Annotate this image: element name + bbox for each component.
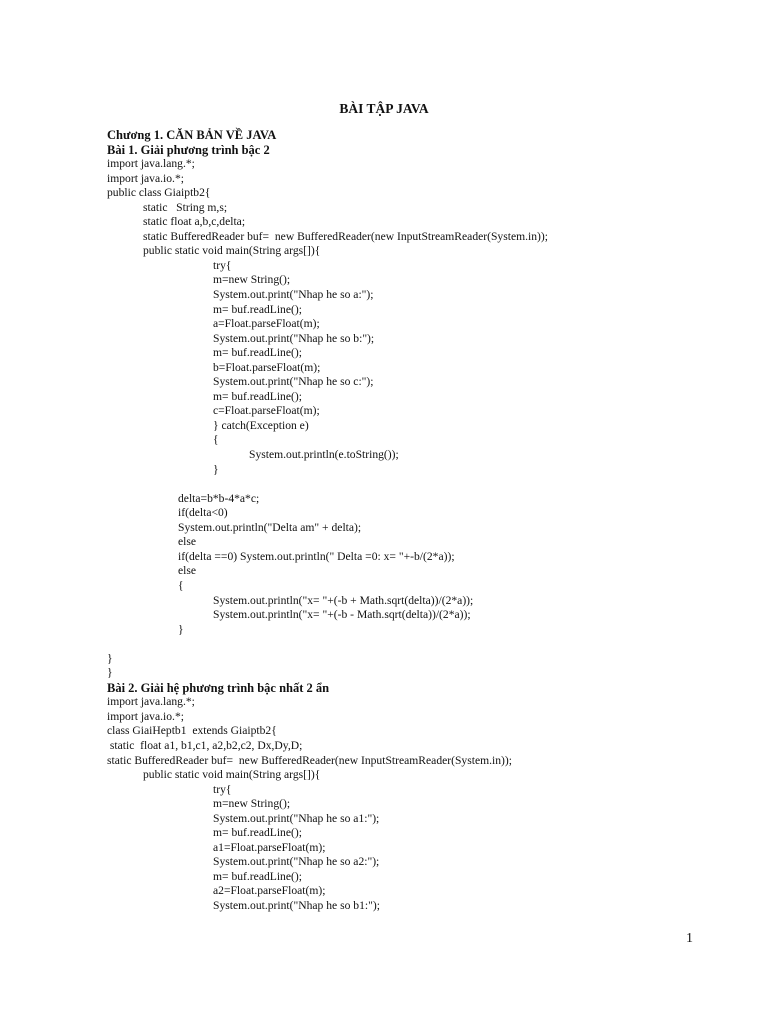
document-body [107,128,727,914]
code-line: delta=b*b-4*a*c; [178,491,260,505]
code-line: a=Float.parseFloat(m); [213,317,320,331]
code-line: m= buf.readLine(); [213,302,302,316]
code-line: if(delta ==0) System.out.println(" Delta =0: x= "+-b/(2*a)); [178,549,455,563]
code-line: { [213,433,219,447]
blank-line [107,637,727,652]
code-line: System.out.print("Nhap he so a1:"); [213,811,380,825]
section-heading: Bài 1. Giải phương trình bậc 2 [107,142,270,157]
code-line: } [178,622,184,636]
code-line: import java.io.*; [107,171,184,185]
code-line: public static void main(String args[]){ [143,768,321,782]
code-line: m=new String(); [213,797,291,811]
code-line: m= buf.readLine(); [213,346,302,360]
code-line: if(delta<0) [178,506,228,520]
code-line: System.out.println("x= "+(-b + Math.sqrt(delta))/(2*a)); [213,593,474,607]
code-line: class GiaiHeptb1 extends Giaiptb2{ [107,724,277,738]
code-line: static BufferedReader buf= new BufferedReader(new InputStreamReader(System.in)); [107,753,512,767]
code-line: System.out.print("Nhap he so b1:"); [213,898,380,912]
code-line: System.out.print("Nhap he so b:"); [213,331,375,345]
section-heading: Bài 2. Giải hệ phương trình bậc nhất 2 ẩn [107,680,330,695]
code-line: import java.lang.*; [107,695,195,709]
code-line: m= buf.readLine(); [213,826,302,840]
code-line: { [178,578,184,592]
code-line: else [178,535,197,549]
code-line: static BufferedReader buf= new BufferedReader(new InputStreamReader(System.in)); [143,229,548,243]
code-line: else [178,564,197,578]
blank-line [107,477,727,492]
code-line: static float a1, b1,c1, a2,b2,c2, Dx,Dy,D; [107,738,303,752]
code-line: } [213,462,219,476]
code-line: m= buf.readLine(); [213,869,302,883]
code-line: public static void main(String args[]){ [143,244,321,258]
code-line: public class Giaiptb2{ [107,186,211,200]
code-line: b=Float.parseFloat(m); [213,360,321,374]
code-line: System.out.print("Nhap he so a:"); [213,288,374,302]
code-line: c=Float.parseFloat(m); [213,404,320,418]
code-line: System.out.print("Nhap he so a2:"); [213,855,380,869]
code-line: m=new String(); [213,273,291,287]
page-number: 1 [686,931,693,946]
page-title: BÀI TẬP JAVA [339,101,429,116]
code-line: try{ [213,258,232,272]
code-line: a2=Float.parseFloat(m); [213,884,326,898]
code-line: a1=Float.parseFloat(m); [213,840,326,854]
code-line: static float a,b,c,delta; [143,215,246,229]
code-line: System.out.print("Nhap he so c:"); [213,375,374,389]
code-line: } [107,666,113,680]
code-line: import java.io.*; [107,709,184,723]
code-line: import java.lang.*; [107,157,195,171]
code-line: System.out.println(e.toString()); [249,448,399,462]
code-line: System.out.println("x= "+(-b - Math.sqrt(delta))/(2*a)); [213,608,471,622]
code-line: } catch(Exception e) [213,418,309,432]
code-line: System.out.println("Delta am" + delta); [178,520,362,534]
section-heading: Chương 1. CĂN BẢN VỀ JAVA [107,128,277,142]
code-line: } [107,651,113,665]
code-line: m= buf.readLine(); [213,389,302,403]
code-line: try{ [213,782,232,796]
code-line: static String m,s; [143,200,228,214]
